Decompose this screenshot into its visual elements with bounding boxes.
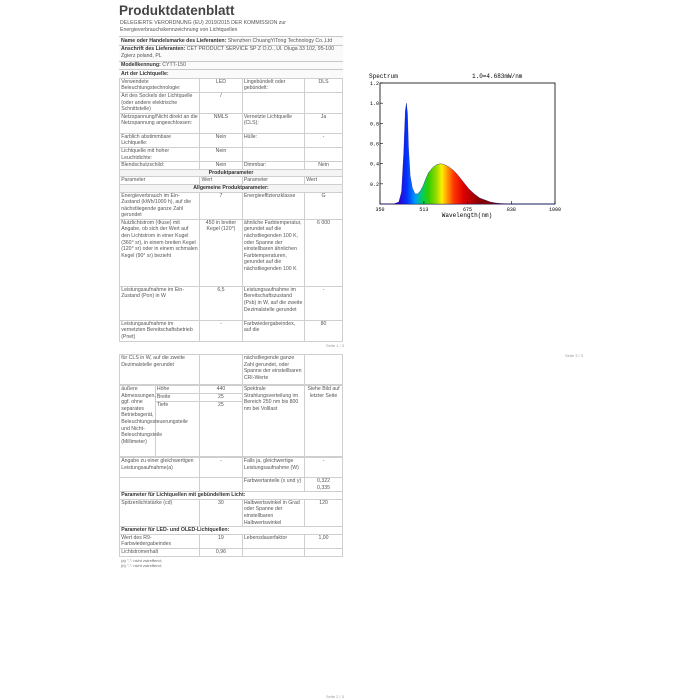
table-row [120, 192, 343, 219]
param-value [305, 548, 343, 556]
param-label: Nutzlichtstrom (Φuse) mit Angabe, ob sich der Wert auf den Lichtstrom in einer Kugel (360° sr), in einem breiten Kegel (120° sr) oder in einem schmalen Kegel (90° sr) bezieht [120, 219, 200, 286]
param-label: Angabe zu einer gleichwertigen Leistungsaufnahme(a) [120, 458, 200, 478]
supplier-name-value: Shenzhen ChuangYiTong Technology Co.,Ltd [227, 37, 333, 44]
y-tick-label: 0.8 [369, 121, 379, 128]
type-label: Dimmbar: [242, 162, 304, 170]
chart-title: Spectrum [369, 73, 398, 80]
page-title: Produktdatenblatt [119, 3, 235, 18]
dimension-name: Breite [155, 394, 200, 402]
table-row [120, 177, 343, 185]
param-label: nächstliegende ganze Zahl gerundet, oder Spanne der einstellbaren CRI-Werte [242, 355, 304, 385]
supplier-address-value: CET PRODUCT SERVICE SP Z O.O., Ul. Dluga 33 102, 95-100 Zgierz poland, PL [121, 46, 334, 59]
type-value: DLS [305, 78, 343, 92]
param-label: Leistungsaufnahme im Ein-Zustand (Pon) in W [120, 286, 200, 320]
x-axis-label: Wavelength(nm) [441, 212, 493, 219]
empty-cell [200, 355, 242, 385]
y-tick-label: 0.4 [369, 161, 379, 168]
param-label: Farbwiedergabeindex, auf die [242, 320, 304, 341]
x-tick-label: 513 [419, 207, 429, 213]
param-value: - [200, 320, 242, 341]
table-row [120, 147, 343, 161]
chart-annotation: 1.0=4.683mW/nm [472, 73, 523, 80]
supplier-address-label: Anschrift des Lieferanten: [121, 46, 186, 53]
param-value: G [305, 192, 343, 219]
param-label: Spitzenlichtstärke (cd) [120, 499, 200, 526]
param-label: Lebensdauerfaktor [242, 534, 304, 548]
param-label [242, 548, 304, 556]
light-type-table [119, 78, 343, 342]
param-value: 7 [200, 192, 242, 219]
x-tick-label: 675 [462, 207, 473, 213]
dimension-value: 25 [200, 394, 242, 402]
type-label: Verwendete Beleuchtungstechnologie: [120, 78, 200, 92]
light-type-label: Art der Lichtquelle: [121, 70, 169, 77]
product-params-header: Produktparameter [120, 169, 343, 177]
type-value: LED [200, 78, 242, 92]
param-label: Falls ja, gleichwertige Leistungsaufnahme (W) [242, 458, 304, 478]
footnote: (a) "-": nicht zutreffend; [121, 557, 162, 563]
type-label: Netzspannung/Nicht direkt an die Netzspannung angeschlossen: [120, 113, 200, 133]
type-label: Hülle: [242, 133, 304, 147]
type-label: Blendschutzschild: [120, 162, 200, 170]
table-row [120, 133, 343, 147]
dimension-value: 440 [200, 386, 242, 394]
model-label: Modellkennung: [121, 62, 161, 69]
page2-top-table [119, 354, 343, 385]
type-value: Ja [305, 113, 343, 133]
table-row [120, 169, 343, 177]
empty-cell [305, 355, 343, 385]
type-label: Lichtquelle mit hoher Leuchtdichte: [120, 147, 200, 161]
param-value: 0,96 [200, 548, 242, 556]
bundled-header: Parameter für Lichtquellen mit gebündeltem Licht: [120, 492, 343, 500]
type-label [242, 147, 304, 161]
table-row [120, 534, 343, 548]
type-value [305, 92, 343, 113]
dimensions-label: äußere Abmessungen, ggf. ohne separates Betriebsgerät, Beleuchtungssteuerungsteile und Nicht-Beleuchtungsteile (Millimeter) [120, 386, 156, 457]
table-row [120, 286, 343, 320]
param-label: Energieeffizienzklasse [242, 192, 304, 219]
x-tick-label: 1000 [548, 207, 562, 213]
page-number: Seite 2 / 3 [326, 694, 345, 699]
table-row [120, 499, 343, 526]
type-value: NMLS [200, 113, 242, 133]
param-label: Energieverbrauch im Ein-Zustand (kWh/1000 h), auf die nächstliegende ganze Zahl gerundet [120, 192, 200, 219]
param-label: Leistungsaufnahme im Bereitschaftszustand (Psb) in W, auf die zweite Dezimalstelle gerundet [242, 286, 304, 320]
y-tick-label: 1.2 [369, 81, 379, 87]
page-number: Seite 3 / 3 [565, 353, 584, 358]
x-tick-label: 350 [375, 207, 385, 213]
supplier-name-label: Name oder Handelsmarke des Lieferanten: [121, 37, 227, 44]
col-header-value: Wert [200, 177, 242, 185]
table-row [120, 478, 343, 492]
light-type-row [119, 69, 343, 78]
type-value: Nein [200, 147, 242, 161]
footnotes [119, 557, 343, 570]
type-label: Farblich abstimmbare Lichtquelle: [120, 133, 200, 147]
col-header-value: Wert [305, 177, 343, 185]
table-row [120, 78, 343, 92]
type-label: Lingebündelt oder gebündelt: [242, 78, 304, 92]
table-row [120, 113, 343, 133]
page-number: Seite 1 / 3 [326, 343, 345, 348]
general-params-header: Allgemeine Produktparameter: [120, 184, 343, 192]
type-value: Nein [305, 162, 343, 170]
table-row [120, 527, 343, 535]
type-value: Nein [200, 133, 242, 147]
datasheet-page-1 [119, 0, 343, 342]
type-label: Art des Sockels der Lichtquelle (oder andere elektrische Schnittstelle) [120, 92, 200, 113]
param-label: ähnliche Farbtemperatur, gerundet auf die nächstliegenden 100 K, oder Spanne der einstellbaren ähnlichen Farbtemperaturen, gerundet auf die nächstliegenden 100 K [242, 219, 304, 286]
dimension-name: Höhe [155, 386, 200, 394]
param-value: 30 [200, 499, 242, 526]
param-value: 6 000 [305, 219, 343, 286]
dimension-name: Tiefe [155, 402, 200, 457]
param-label [120, 478, 200, 492]
y-tick-label: 0.6 [369, 141, 379, 148]
param-label: für CLS in W, auf die zweite Dezimalstelle gerundet [120, 355, 200, 385]
led-header: Parameter für LED- und OLED-Lichtquellen: [120, 527, 343, 535]
param-value: 1,00 [305, 534, 343, 548]
supplier-name-row [119, 36, 343, 45]
col-header-param: Parameter [242, 177, 304, 185]
type-value: / [200, 92, 242, 113]
x-tick-label: 838 [506, 207, 516, 213]
param-value: 80 [305, 320, 343, 341]
equivalent-table [119, 457, 343, 557]
type-label [242, 92, 304, 113]
type-label: Vernetzte Lichtquelle (CLS): [242, 113, 304, 133]
table-row [120, 92, 343, 113]
y-tick-label: 1.0 [369, 101, 379, 108]
table-row [120, 184, 343, 192]
param-value: - [200, 458, 242, 478]
table-row [120, 355, 343, 385]
spectrum-chart [367, 71, 562, 221]
datasheet-page-2 [119, 354, 343, 570]
y-tick-label: 0.2 [369, 181, 379, 188]
table-row [120, 492, 343, 500]
dimensions-table [119, 385, 343, 457]
footnote: (b) "-": nicht zutreffend; [121, 563, 162, 569]
table-row [120, 548, 343, 556]
model-value: CYTT-150 [162, 62, 186, 69]
chromaticity-value: 0,322 0,335 [305, 478, 343, 492]
table-row [120, 458, 343, 478]
type-value: Nein [200, 162, 242, 170]
param-value: - [305, 286, 343, 320]
param-label: Lichtstromerhalt [120, 548, 200, 556]
param-value: 19 [200, 534, 242, 548]
col-header-param: Parameter [120, 177, 200, 185]
spectral-label: Spektrale Strahlungsverteilung im Bereich 250 nm bis 800 nm bei Volllast [242, 386, 304, 457]
spectral-value: Siehe Bild auf letzter Seite [305, 386, 343, 457]
model-row [119, 61, 343, 70]
type-value [305, 147, 343, 161]
param-label: Halbwertswinkel in Grad oder Spanne der einstellbaren Halbwertswinkel [242, 499, 304, 526]
table-row [120, 162, 343, 170]
param-value [200, 478, 242, 492]
intro-text: DELEGIERTE VERORDNUNG (EU) 2019/2015 DER KOMMISSION zur Energieverbrauchskennzeichnung von Lichtquellen [120, 20, 286, 33]
dimension-value: 25 [200, 402, 242, 457]
type-value: - [305, 133, 343, 147]
param-label: Leistungsaufnahme im vernetzten Bereitschaftsbetrieb (Pnet) [120, 320, 200, 341]
table-row [120, 219, 343, 286]
param-value: 120 [305, 499, 343, 526]
param-value: 450 in breiter Kegel (120°) [200, 219, 242, 286]
param-label: Wert des R9-Farbwiedergabeindex [120, 534, 200, 548]
param-label: Farbwertanteile (x und y) [242, 478, 304, 492]
param-value: - [305, 458, 343, 478]
param-value: 6,5 [200, 286, 242, 320]
supplier-address-row [119, 45, 343, 61]
table-row [120, 386, 343, 394]
table-row [120, 320, 343, 341]
